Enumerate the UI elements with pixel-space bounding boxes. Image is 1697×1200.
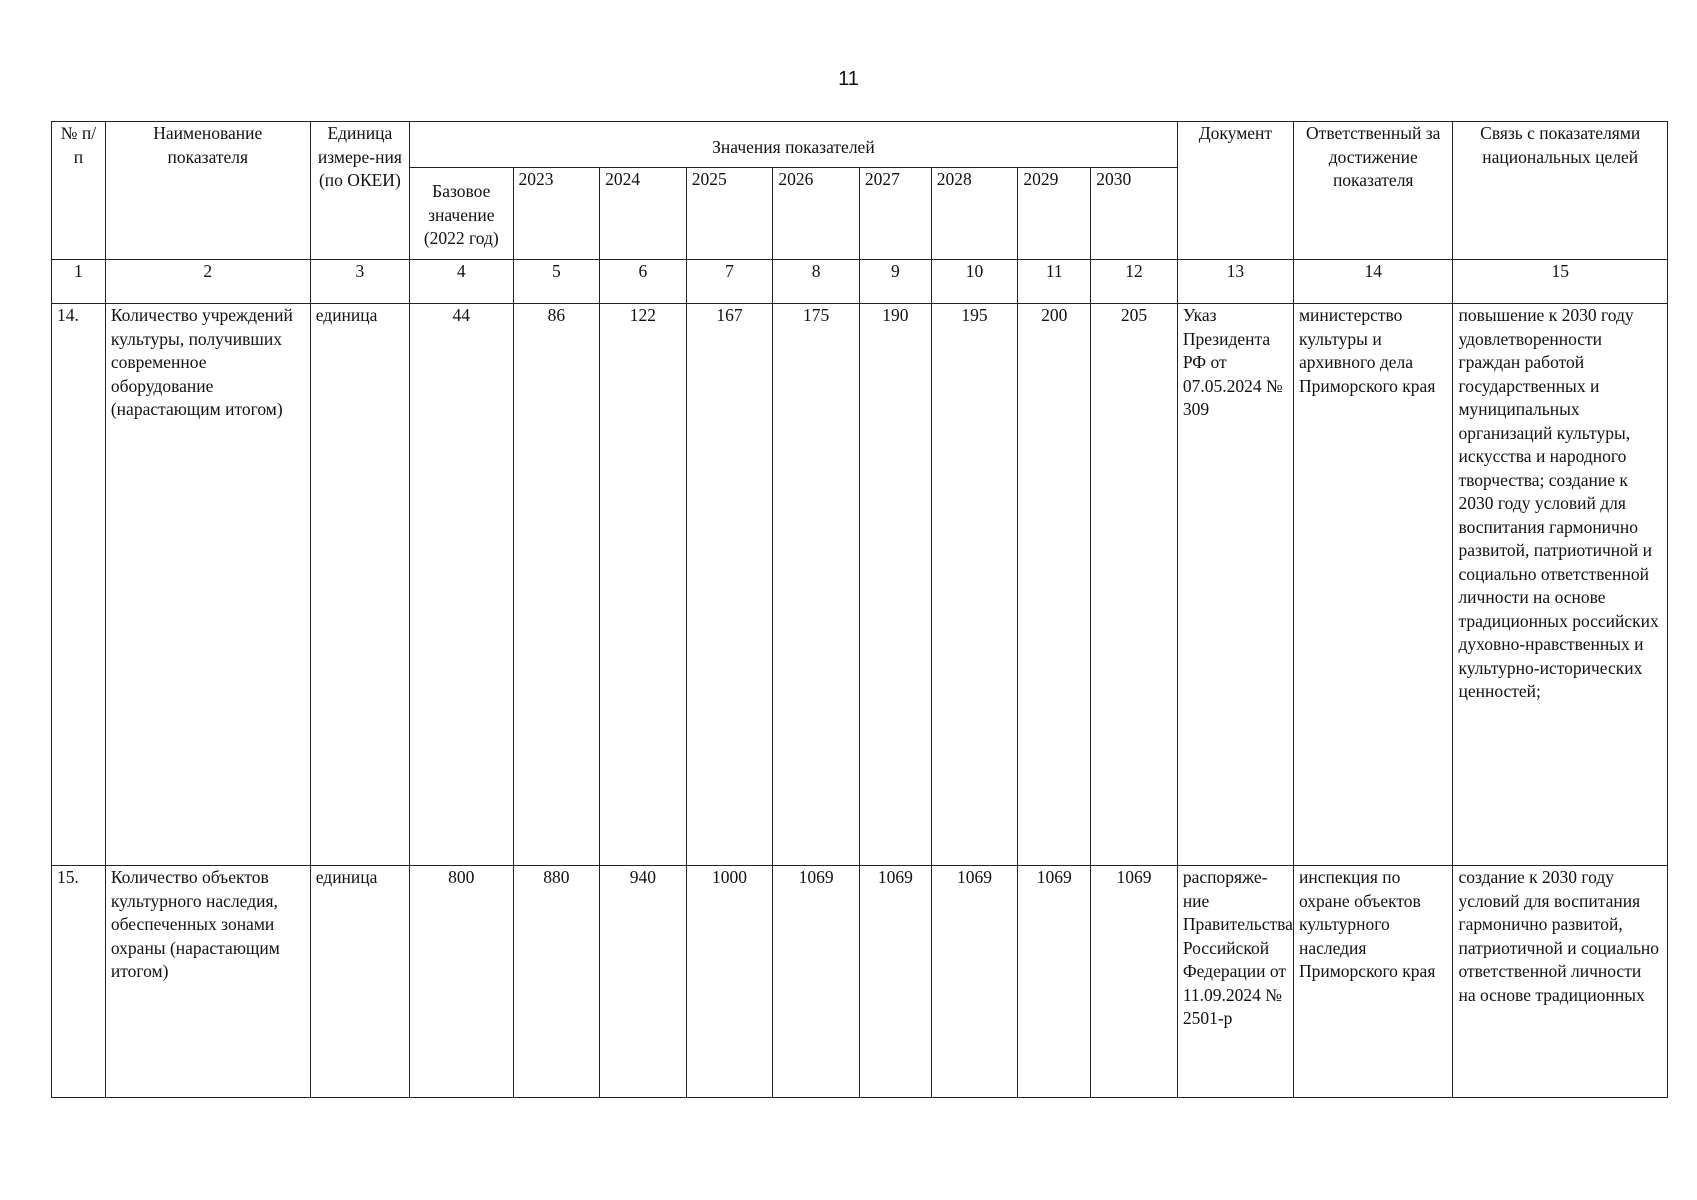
indicator-name: Количество объектов культурного наследия, обеспеченных зонами охраны (нарастающим итогом) (105, 866, 310, 1098)
value-2030: 205 (1091, 304, 1178, 866)
header-year-2023: 2023 (513, 168, 600, 260)
header-year-2025: 2025 (686, 168, 773, 260)
responsible-cell: инспекция по охране объектов культурного наследия Приморского края (1293, 866, 1452, 1098)
value-2023: 86 (513, 304, 600, 866)
header-responsible: Ответственный за достижение показателя (1293, 122, 1452, 260)
value-2030: 1069 (1091, 866, 1178, 1098)
row-index: 15. (52, 866, 106, 1098)
column-number: 10 (931, 260, 1018, 304)
value-base: 800 (410, 866, 514, 1098)
document-cell: Указ Президента РФ от 07.05.2024 № 309 (1177, 304, 1293, 866)
page-number: 11 (838, 68, 859, 90)
value-2029: 1069 (1018, 866, 1091, 1098)
column-number: 9 (859, 260, 931, 304)
responsible-cell: министерство культуры и архивного дела Приморского края (1293, 304, 1452, 866)
column-number: 8 (773, 260, 860, 304)
value-2029: 200 (1018, 304, 1091, 866)
header-document: Документ (1177, 122, 1293, 260)
column-numbers-row (52, 260, 1668, 304)
column-number: 11 (1018, 260, 1091, 304)
value-2028: 195 (931, 304, 1018, 866)
value-2025: 167 (686, 304, 773, 866)
header-year-2028: 2028 (931, 168, 1018, 260)
header-unit: Единица измере-ния (по ОКЕИ) (310, 122, 409, 260)
header-base-value: Базовое значение (2022 год) (410, 168, 514, 260)
value-2025: 1000 (686, 866, 773, 1098)
value-2027: 190 (859, 304, 931, 866)
header-num: № п/п (52, 122, 106, 260)
header-values-group: Значения показателей (410, 122, 1178, 168)
national-goals-link-cell: создание к 2030 году условий для воспитания гармонично развитой, патриотичной и социально ответственной личности на основе традиционных (1453, 866, 1668, 1098)
header-link: Связь с показателями национальных целей (1453, 122, 1668, 260)
header-year-2029: 2029 (1018, 168, 1091, 260)
column-number: 6 (600, 260, 687, 304)
document-cell: распоряже-ние Правительства Российской Федерации от 11.09.2024 № 2501-р (1177, 866, 1293, 1098)
column-number: 7 (686, 260, 773, 304)
value-2023: 880 (513, 866, 600, 1098)
column-number: 5 (513, 260, 600, 304)
unit-cell: единица (310, 866, 409, 1098)
column-number: 3 (310, 260, 409, 304)
table-row (52, 866, 1668, 1098)
column-number: 1 (52, 260, 106, 304)
header-name: Наименование показателя (105, 122, 310, 260)
header-year-2030: 2030 (1091, 168, 1178, 260)
value-2026: 1069 (773, 866, 860, 1098)
indicator-name: Количество учреждений культуры, получивших современное оборудование (нарастающим итогом) (105, 304, 310, 866)
column-number: 4 (410, 260, 514, 304)
column-number: 13 (1177, 260, 1293, 304)
value-2024: 940 (600, 866, 687, 1098)
header-year-2024: 2024 (600, 168, 687, 260)
value-2026: 175 (773, 304, 860, 866)
header-year-2027: 2027 (859, 168, 931, 260)
table-row (52, 304, 1668, 866)
value-base: 44 (410, 304, 514, 866)
column-number: 12 (1091, 260, 1178, 304)
value-2027: 1069 (859, 866, 931, 1098)
value-2028: 1069 (931, 866, 1018, 1098)
row-index: 14. (52, 304, 106, 866)
value-2024: 122 (600, 304, 687, 866)
column-number: 2 (105, 260, 310, 304)
unit-cell: единица (310, 304, 409, 866)
column-number: 14 (1293, 260, 1452, 304)
national-goals-link-cell: повышение к 2030 году удовлетворенности граждан работой государственных и муниципальных организаций культуры, искусства и народного творчества; создание к 2030 году условий для воспитания гармонично развитой, патриотичной и социально ответственной личности на основе традиционных российских духовно-нравственных и культурно-исторических ценностей; (1453, 304, 1668, 866)
column-number: 15 (1453, 260, 1668, 304)
indicators-table (51, 121, 1668, 1098)
header-year-2026: 2026 (773, 168, 860, 260)
